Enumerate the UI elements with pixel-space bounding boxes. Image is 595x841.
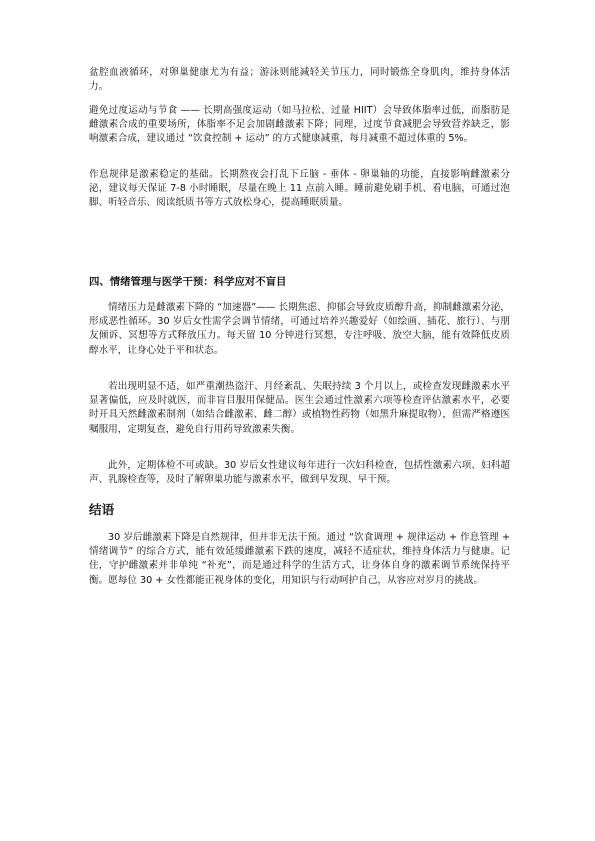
body-paragraph: 情绪压力是雌激素下降的 “加速器”—— 长期焦虑、抑郁会导致皮质醇升高，抑制雌激素分泌，形成恶性循环。30 岁后女性需学会调节情绪，可通过培养兴趣爱好（如绘画、插花、旅行）、与朋友倾诉、冥想等方式释放压力。每天留 10 分钟进行冥想，专注呼吸、放空大脑，能有效降低皮质醇水平，让身心处于平和状态。 [89, 302, 510, 356]
body-paragraph: 30 岁后雌激素下降是自然规律，但并非无法干预。通过 “饮食调理 + 规律运动 + 作息管理 + 情绪调节” 的综合方式，能有效延缓雌激素下跌的速度，减轻不适症状，维持身体活力与健康。记住，守护雌激素并非单纯 “补充”，而是通过科学的生活方式，让身体自身的激素调节系统保持平衡。愿每位 30 + 女性都能正视身体的变化，用知识与行动呵护自己，从容应对岁月的挑战。 [89, 532, 510, 586]
section-heading: 四、情绪管理与医学干预：科学应对不盲目 [89, 276, 287, 288]
body-paragraph: 避免过度运动与节食 —— 长期高强度运动（如马拉松、过量 HIIT）会导致体脂率过低，而脂肪是雌激素合成的重要场所，体脂率不足会加剧雌激素下降；同理，过度节食减肥会导致营养缺乏，影响激素合成，建议通过 “饮食控制 + 运动” 的方式健康减重，每月减重不超过体重的 5%。 [89, 105, 510, 145]
body-paragraph: 此外，定期体检不可或缺。30 岁后女性建议每年进行一次妇科检查，包括性激素六项、妇科超声、乳腺检查等，及时了解卵巢功能与激素水平，做到早发现、早干预。 [89, 460, 510, 486]
body-paragraph: 盆腔血液循环，对卵巢健康尤为有益；游泳则能减轻关节压力，同时锻炼全身肌肉，维持身体活力。 [89, 67, 510, 93]
body-paragraph: 作息规律是激素稳定的基础。长期熬夜会打乱下丘脑 - 垂体 - 卵巢轴的功能，直接影响雌激素分泌，建议每天保证 7-8 小时睡眠，尽量在晚上 11 点前入睡。睡前避免刷手机、看电脑，可通过泡脚、听轻音乐、阅读纸质书等方式放松身心，提高睡眠质量。 [89, 169, 510, 209]
body-paragraph: 若出现明显不适，如严重潮热盗汗、月经紊乱、失眠持续 3 个月以上，或检查发现雌激素水平显著偏低，应及时就医，而非盲目服用保健品。医生会通过性激素六项等检查评估激素水平，必要时开具天然雌激素制剂（如结合雌激素、雌二醇）或植物性药物（如黑升麻提取物），但需严格遵医嘱服用，定期复查，避免自行用药导致激素失衡。 [89, 381, 510, 435]
conclusion-heading: 结语 [89, 502, 115, 517]
